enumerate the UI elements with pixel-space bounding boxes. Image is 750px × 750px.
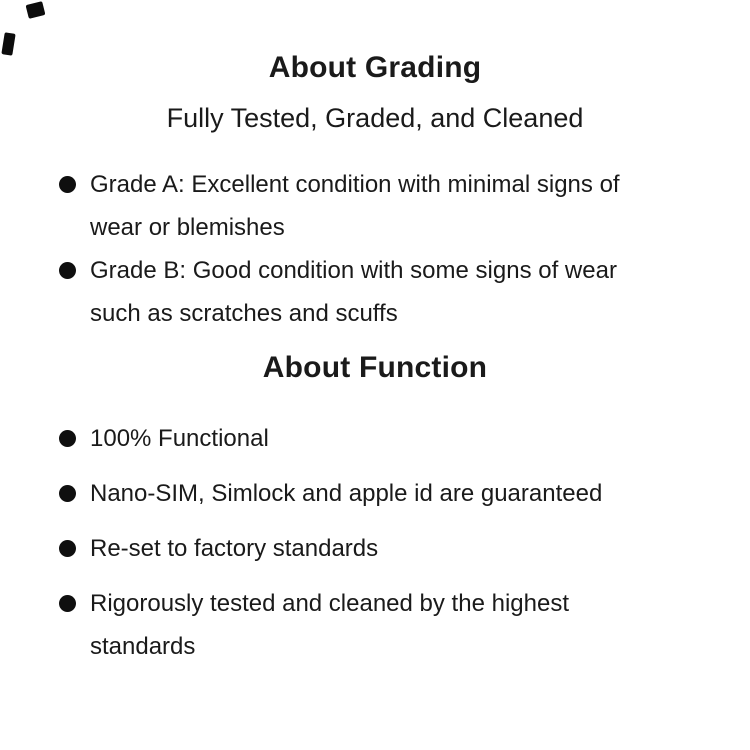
list-item-text: Rigorously tested and cleaned by the highest standards	[90, 590, 569, 660]
function-section-title: About Function	[262, 351, 488, 384]
bullet-icon	[59, 485, 76, 502]
cropped-glyph-fragment	[26, 1, 46, 19]
list-item-text: 100% Functional	[90, 425, 269, 452]
list-item-text: Re-set to factory standards	[90, 535, 379, 562]
list-item-tested-cleaned	[59, 582, 750, 668]
list-item-text: Grade B: Good condition with some signs of wear such as scratches and scuffs	[90, 257, 617, 327]
list-item-factory-reset	[59, 527, 750, 570]
grading-section-subtitle: Fully Tested, Graded, and Cleaned	[166, 103, 584, 133]
list-item-text: Nano-SIM, Simlock and apple id are guaranteed	[90, 480, 603, 507]
bullet-icon	[59, 540, 76, 557]
bullet-icon	[59, 176, 76, 193]
list-item-functional	[59, 417, 750, 460]
function-list	[0, 417, 750, 668]
list-item-grade-a	[59, 163, 750, 249]
bullet-icon	[59, 595, 76, 612]
list-item-text: Grade A: Excellent condition with minimal signs of wear or blemishes	[90, 171, 620, 241]
bullet-icon	[59, 430, 76, 447]
list-item-grade-b	[59, 249, 750, 335]
grading-section-title: About Grading	[268, 51, 482, 84]
list-item-sim-guarantee	[59, 472, 750, 515]
grading-list	[0, 163, 750, 335]
bullet-icon	[59, 262, 76, 279]
